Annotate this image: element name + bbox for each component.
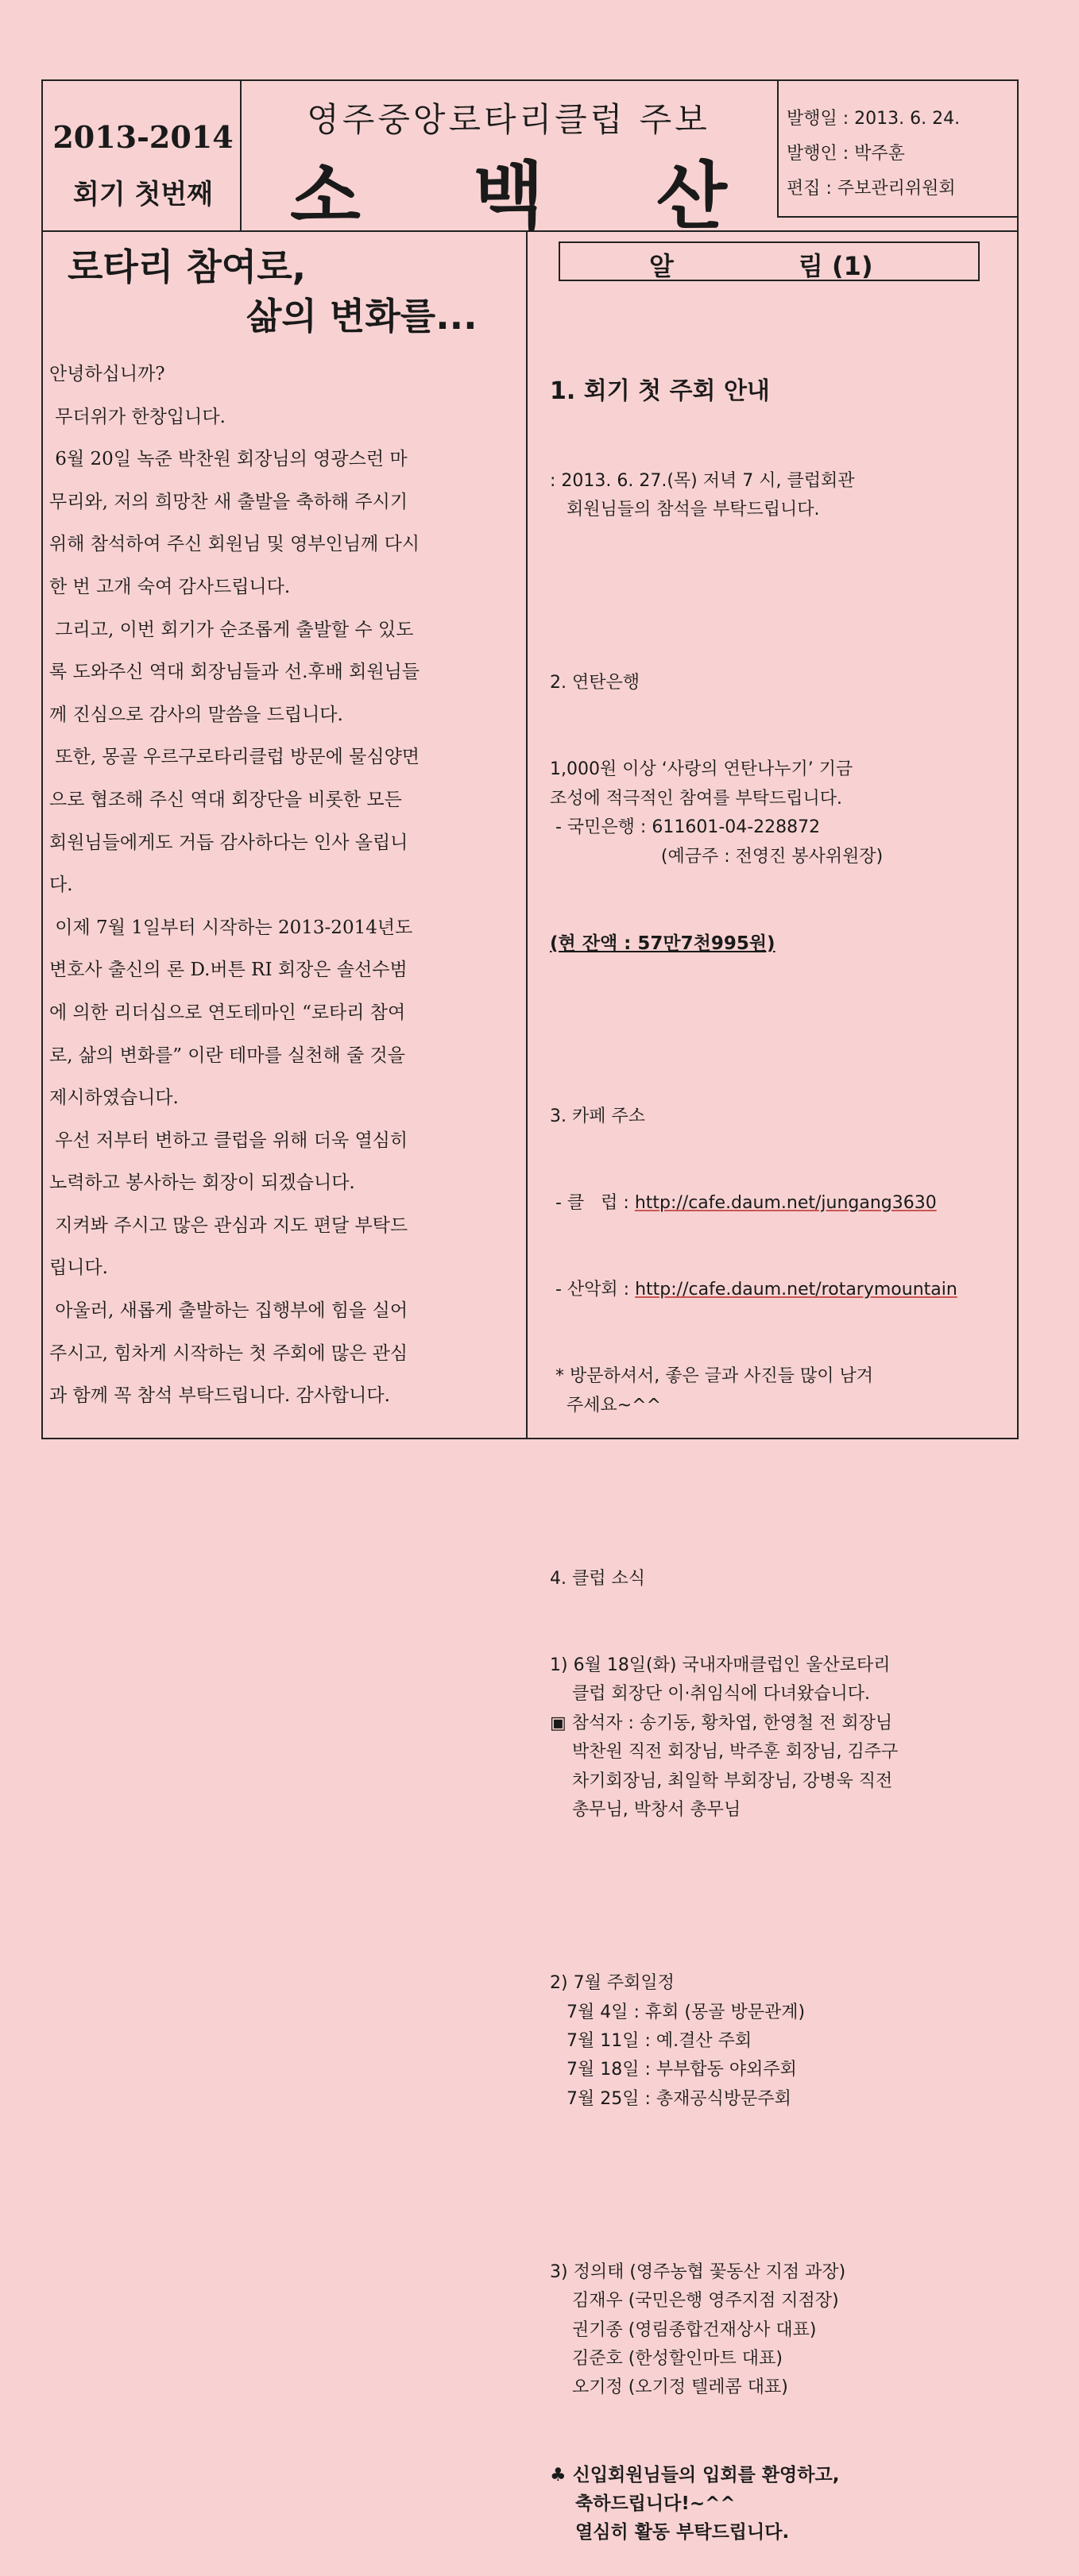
- article-line: 변호사 출신의 론 D.버튼 RI 회장은 솔선수범: [49, 960, 408, 981]
- article-line: 다.: [49, 875, 73, 896]
- article-line: 노력하고 봉사하는 회장이 되겠습니다.: [49, 1172, 355, 1194]
- article-line: 한 번 고개 숙여 감사드립니다.: [49, 576, 291, 597]
- year: 2013-2014: [52, 119, 234, 155]
- text-line: 차기회장님, 최일학 부회장님, 강병욱 직전: [550, 1771, 893, 1791]
- club-news-1: [550, 1651, 1027, 1825]
- section-2-lines: [550, 755, 1027, 871]
- text-line: 클럽 회장단 이·취임식에 다녀왔습니다.: [550, 1684, 870, 1705]
- masthead: [242, 94, 775, 243]
- divider: [777, 79, 779, 216]
- welcome-message: [550, 2461, 1027, 2547]
- article-line: 이제 7월 1일부터 시작하는 2013-2014년도: [49, 917, 413, 938]
- text-line: 김준호 (한성할인마트 대표): [550, 2349, 783, 2369]
- text-line: 1) 6월 18일(화) 국내자매클럽인 울산로타리: [550, 1655, 891, 1676]
- section-title: 1. 회기 첫 주회 안내: [550, 377, 770, 405]
- section-3-lines: [550, 1362, 1027, 1420]
- publisher: 발행인 : 박주훈: [787, 144, 905, 164]
- article-line: 에 의한 리더십으로 연도테마인 “로타리 참여: [49, 1002, 406, 1023]
- text-line: 3) 정의태 (영주농협 꽃동산 지점 과장): [550, 2261, 846, 2282]
- article-line: 록 도와주신 역대 회장님들과 선.후배 회원님들: [49, 662, 420, 683]
- newsletter-title: [242, 138, 775, 243]
- text-line: 7월 4일 : 휴회 (몽골 방문관계): [550, 2002, 806, 2022]
- article-line: 무리와, 저의 희망찬 새 출발을 축하해 주시기: [49, 491, 408, 512]
- divider: [240, 79, 242, 230]
- text-line: 7월 11일 : 예.결산 주회: [550, 2030, 752, 2051]
- text-line: 1,000원 이상 ‘사랑의 연탄나누기’ 기금: [550, 759, 853, 780]
- title-char: 산: [656, 154, 727, 239]
- publish-date: 발행일 : 2013. 6. 24.: [787, 109, 961, 129]
- section-title: 4. 클럽 소식: [550, 1568, 645, 1589]
- subtitle: 영주중앙로타리클럽 주보: [307, 100, 710, 139]
- text-line: 오기정 (오기정 텔레콤 대표): [550, 2377, 788, 2398]
- article-line: 위해 참석하여 주신 회원님 및 영부인님께 다시: [49, 534, 420, 555]
- article-line: 우선 저부터 변하고 클럽을 위해 더욱 열심히: [49, 1130, 408, 1151]
- editor: 편집 : 주보관리위원회: [787, 179, 956, 199]
- article-line: 안녕하십니까?: [49, 364, 165, 384]
- article-line: 께 진심으로 감사의 말씀을 드립니다.: [49, 704, 343, 725]
- section-title: 3. 카페 주소: [550, 1106, 645, 1126]
- column-divider: [526, 230, 528, 1439]
- article-line: 주시고, 힘차게 시작하는 첫 주회에 많은 관심: [49, 1342, 408, 1364]
- label: - 클 럽 :: [550, 1192, 635, 1213]
- article-line: 회원님들에게도 거듭 감사하다는 인사 올립니: [49, 832, 408, 853]
- label: - 산악회 :: [550, 1280, 636, 1300]
- article-body: [49, 353, 526, 1418]
- july-schedule: [550, 1969, 1027, 2114]
- text-line: 조성에 적극적인 참여를 부탁드립니다.: [550, 788, 843, 809]
- text-line: 김재우 (국민은행 영주지점 지점장): [550, 2291, 839, 2311]
- article-line: 립니다.: [49, 1257, 108, 1279]
- text-line: 권기종 (영림종합건재상사 대표): [550, 2319, 817, 2340]
- title-char: 소: [290, 154, 361, 239]
- text-line: 회원님들의 참석을 부탁드립니다.: [550, 500, 820, 520]
- mountain-cafe: [550, 1276, 1027, 1304]
- article-line: 지켜봐 주시고 많은 관심과 지도 편달 부탁드: [49, 1215, 408, 1236]
- issue-info: [48, 119, 238, 211]
- text-line: 총무님, 박창서 총무님: [550, 1800, 741, 1821]
- article-line: 아울러, 새롭게 출발하는 집행부에 힘을 실어: [49, 1300, 408, 1322]
- club-cafe: [550, 1189, 1027, 1218]
- article-line: 무더위가 한창입니다.: [49, 406, 226, 427]
- divider: [777, 216, 1019, 218]
- club-cafe-link[interactable]: http://cafe.daum.net/jungang3630: [634, 1192, 937, 1213]
- title-char: 백: [473, 154, 544, 239]
- text-line: 박찬원 직전 회장님, 박주훈 회장님, 김주구: [550, 1742, 899, 1763]
- issue-number: 회기 첫번째: [72, 179, 214, 210]
- article-line: 그리고, 이번 회기가 순조롭게 출발할 수 있도: [49, 619, 414, 640]
- mountain-cafe-link[interactable]: http://cafe.daum.net/rotarymountain: [635, 1280, 957, 1300]
- text-line: 주세요~^^: [550, 1395, 662, 1415]
- notice-body: [550, 316, 1027, 2576]
- text-line: 2) 7월 주회일정: [550, 1973, 675, 1994]
- text-line: - 국민은행 : 611601-04-228872: [550, 817, 821, 838]
- article-title: [68, 242, 478, 341]
- article-line: 과 함께 꼭 참석 부탁드립니다. 감사합니다.: [49, 1385, 390, 1407]
- article-line: 으로 협조해 주신 역대 회장단을 비롯한 모든: [49, 789, 402, 810]
- section-title: 2. 연탄은행: [550, 673, 640, 693]
- text-line: (예금주 : 전영진 봉사위원장): [550, 846, 884, 867]
- text-line: 7월 18일 : 부부합동 야외주회: [550, 2060, 797, 2080]
- balance: (현 잔액 : 57만7천995원): [550, 933, 775, 954]
- notice-header: [559, 241, 980, 281]
- text-line: ♣ 신입회원님들의 입회를 환영하고,: [550, 2464, 840, 2485]
- article-line: 6월 20일 녹준 박찬원 회장님의 영광스런 마: [49, 449, 408, 470]
- article-line: 제시하였습니다.: [49, 1087, 179, 1109]
- publication-info: [787, 102, 960, 207]
- notice-header-right: 림 (1): [799, 251, 873, 281]
- text-line: 축하드립니다!~^^: [550, 2493, 736, 2515]
- text-line: 7월 25일 : 총재공식방문주회: [550, 2088, 791, 2109]
- article-line: 또한, 몽골 우르구로타리클럽 방문에 물심양면: [49, 747, 420, 768]
- article-line: 로, 삶의 변화를” 이란 테마를 실천해 줄 것을: [49, 1045, 405, 1066]
- section-1-lines: [550, 467, 1027, 525]
- notice-header-left: 알: [649, 251, 674, 281]
- text-line: * 방문하셔서, 좋은 글과 사진들 많이 남겨: [550, 1366, 873, 1387]
- new-members: [550, 2258, 1027, 2403]
- title-line: 삶의 변화를...: [246, 295, 478, 338]
- text-line: 열심히 활동 부탁드립니다.: [550, 2522, 790, 2543]
- title-line: 로타리 참여로,: [68, 245, 307, 288]
- text-line: : 2013. 6. 27.(목) 저녁 7 시, 클럽회관: [550, 470, 855, 491]
- text-line: ▣ 참석자 : 송기동, 황차엽, 한영철 전 회장님: [550, 1713, 893, 1733]
